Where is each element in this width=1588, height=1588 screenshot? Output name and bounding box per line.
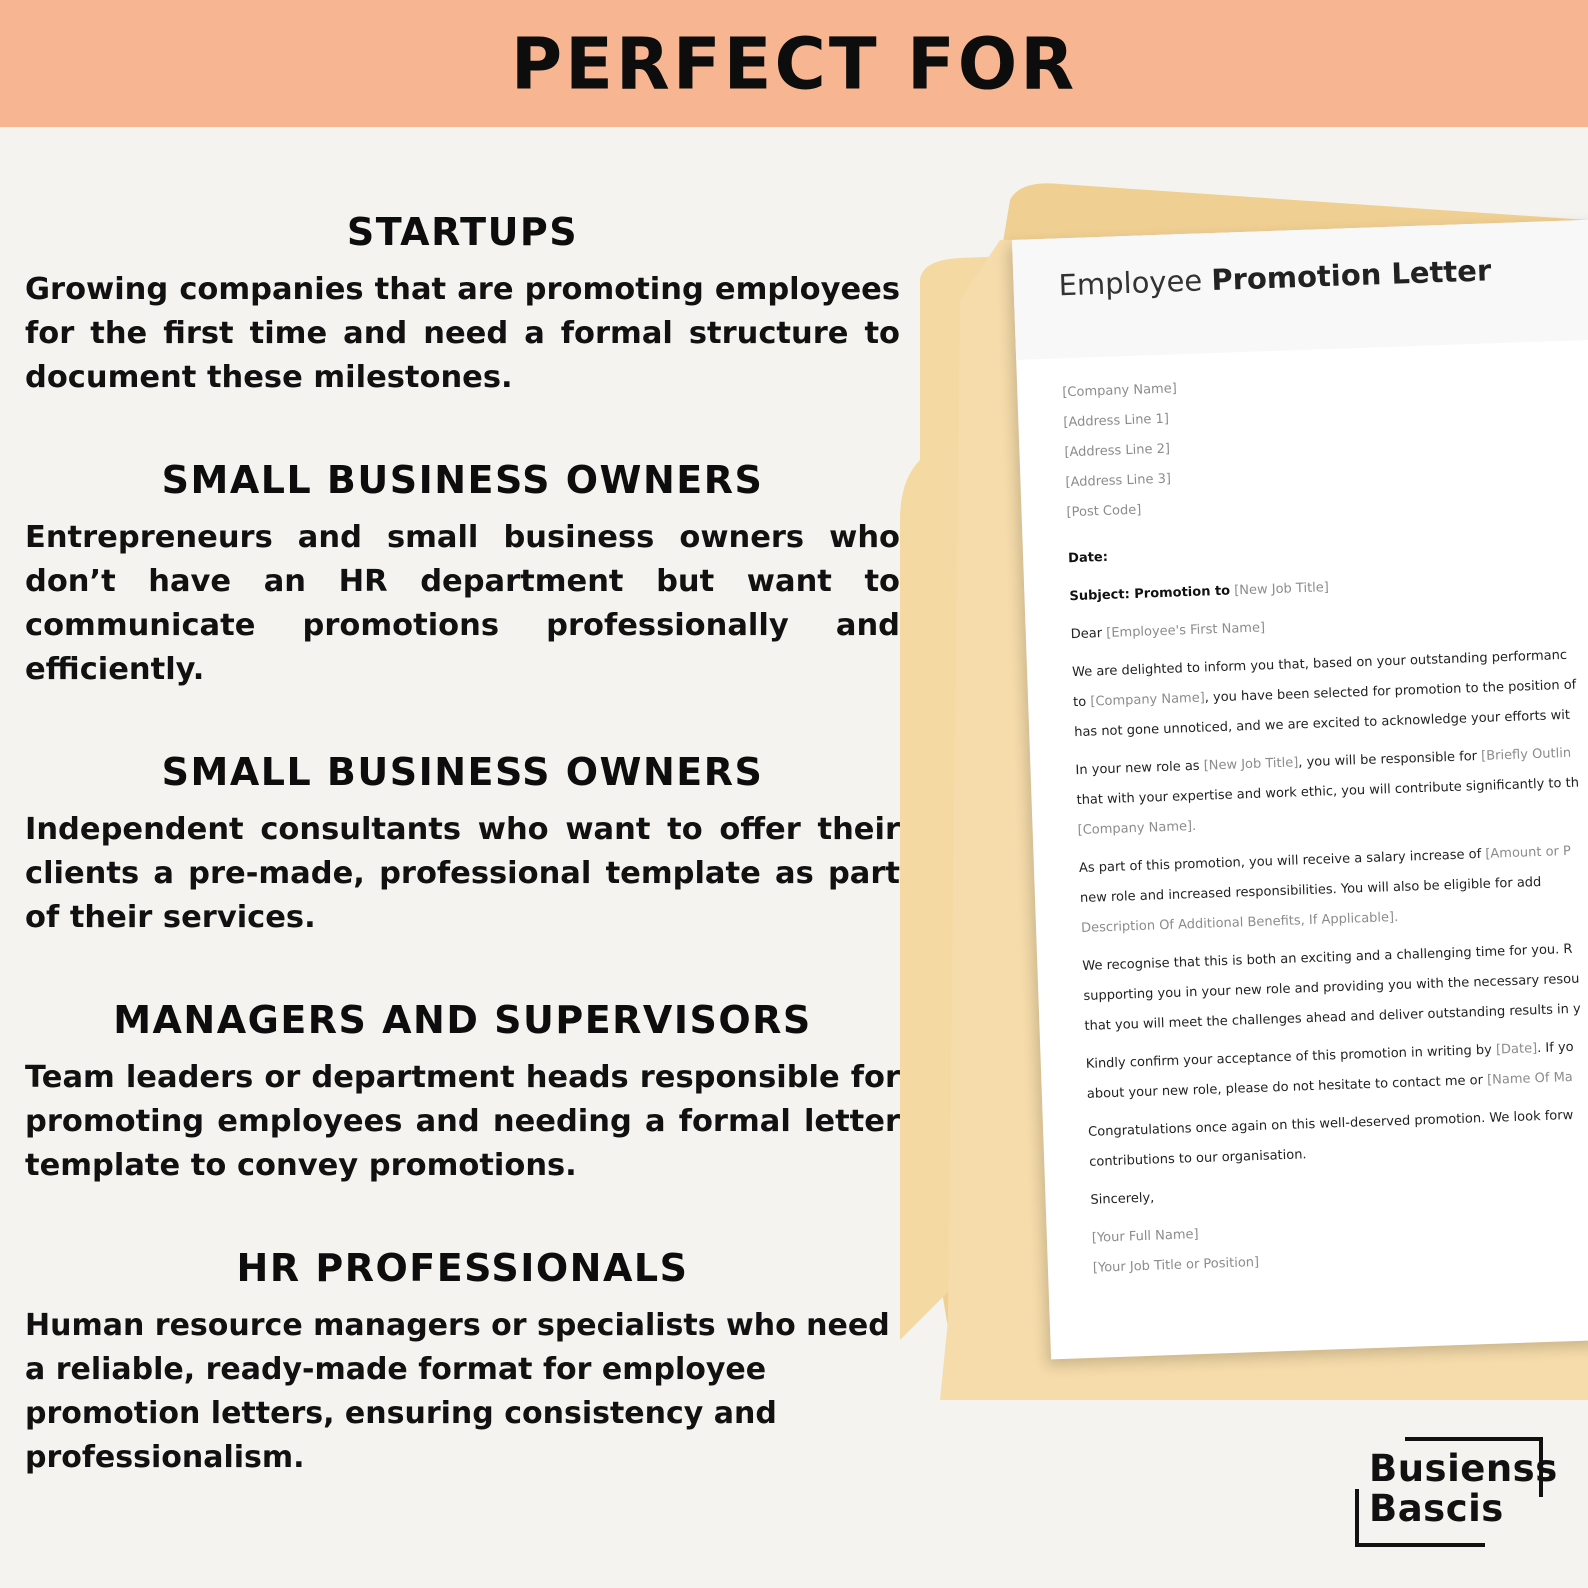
audience-section-managers <box>25 998 900 1188</box>
audience-section-consultants <box>25 750 900 940</box>
paragraph-3: As part of this promotion, you will receive a salary increase of [Amount or P new role and increased responsibilities. You will also be eligible for add Description Of Additional Benefits, If Applicable]. <box>1078 843 1572 937</box>
logo-text-line-2: Bascis <box>1369 1487 1504 1530</box>
signature-title: [Your Job Title or Position] <box>1092 1255 1260 1276</box>
letter-title-bold: Promotion Letter <box>1210 253 1492 298</box>
section-description: Team leaders or department heads responsible for promoting employees and needing a formal letter template to convey promotions. <box>25 1060 900 1183</box>
address-line-3: [Address Line 3] <box>1065 471 1172 491</box>
post-code: [Post Code] <box>1066 502 1142 521</box>
audience-section-startups <box>25 210 900 400</box>
address-line-2: [Address Line 2] <box>1064 441 1171 461</box>
paragraph-6: Congratulations once again on this well-deserved promotion. We look forw contributions to our organisation. <box>1087 1107 1574 1170</box>
section-description: Growing companies that are promoting employees for the first time and need a formal structure to document these milestones. <box>25 272 900 395</box>
address-line-1: [Address Line 1] <box>1063 411 1170 431</box>
section-description: Entrepreneurs and small business owners who don’t have an HR department but want to communicate promotions professionally and efficiently. <box>25 520 900 687</box>
letter-body <box>1016 338 1588 1286</box>
header-banner <box>0 0 1588 127</box>
audience-section-hr <box>25 1246 900 1480</box>
promotion-letter-page <box>1012 218 1588 1360</box>
paragraph-5: Kindly confirm your acceptance of this promotion in writing by [Date]. If yo about your new role, please do not hesitate to contact me or [Name Of Ma <box>1085 1039 1574 1102</box>
brand-logo <box>1355 1437 1558 1547</box>
closing: Sincerely, <box>1090 1190 1155 1208</box>
section-description: Independent consultants who want to offer their clients a pre-made, professional template as part of their services. <box>25 812 900 935</box>
subject-line: Subject: Promotion to [New Job Title] <box>1069 580 1330 605</box>
paragraph-4: We recognise that this is both an exciting and a challenging time for you. R supporting you in your new role and providing you with the necessary resou that you will meet the challenges ahead and deliver outstanding results in y <box>1082 941 1581 1034</box>
document-preview <box>900 180 1588 1400</box>
date-label: Date: <box>1067 549 1109 567</box>
section-heading: SMALL BUSINESS OWNERS <box>161 750 764 794</box>
company-name-placeholder: [Company Name] <box>1062 381 1178 401</box>
letter-address <box>1062 358 1588 529</box>
section-heading: HR PROFESSIONALS <box>236 1246 689 1290</box>
letter-title-light: Employee <box>1058 263 1203 303</box>
section-description: Human resource managers or specialists who need a reliable, ready-made format for employee promotion letters, ensuring consistency and professionalism. <box>25 1308 890 1475</box>
paragraph-2: In your new role as [New Job Title], you will be responsible for [Briefly Outlin that with your expertise and work ethic, you will contribute significantly to th [Company Name]. <box>1075 745 1580 839</box>
section-heading: SMALL BUSINESS OWNERS <box>161 458 764 502</box>
salutation: Dear [Employee's First Name] <box>1070 620 1266 643</box>
audience-section-small-business <box>25 458 900 692</box>
section-heading: STARTUPS <box>346 210 579 254</box>
signature-name: [Your Full Name] <box>1091 1227 1199 1246</box>
logo-text-line-1: Busienss <box>1369 1447 1558 1490</box>
audience-list <box>25 210 900 1538</box>
letter-header <box>1012 218 1588 360</box>
page-title: PERFECT FOR <box>510 21 1078 106</box>
paragraph-1: We are delighted to inform you that, based on your outstanding performanc to [Company Name], you have been selected for promotion to the position of has not gone unnoticed, and we are excited to acknowledge your efforts wit <box>1071 647 1577 741</box>
section-heading: MANAGERS AND SUPERVISORS <box>113 998 812 1042</box>
